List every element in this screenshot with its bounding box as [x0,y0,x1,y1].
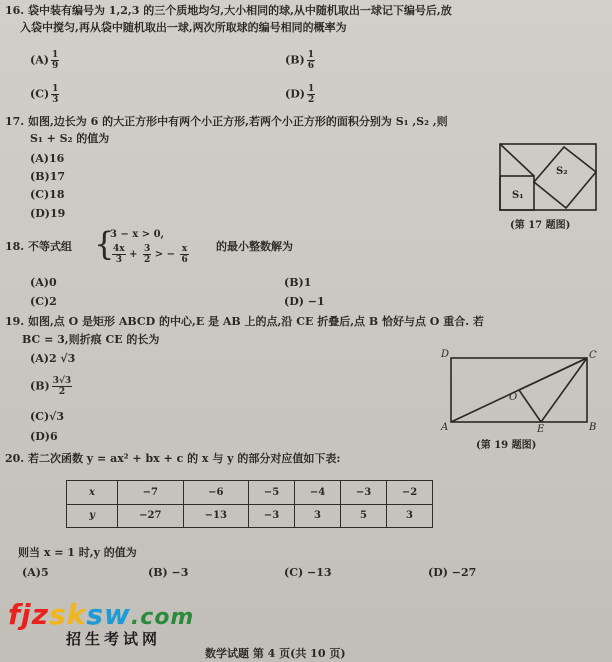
option-label: (D) [285,87,305,101]
q20-option-a: (A)5 [22,566,49,579]
denominator: 2 [144,255,151,265]
table-cell: 3 [386,504,432,528]
denominator: 3 [115,255,122,265]
q17-option-d: (D)19 [30,207,66,220]
denominator: 6 [307,61,314,71]
label-s2: S₂ [556,166,568,177]
q19-figure [437,346,605,434]
label-d: D [441,349,450,360]
q17-caption: (第 17 题图) [510,220,571,231]
table-cell: −4 [295,481,341,505]
logo-part: sw [86,598,131,631]
label-c: C [589,350,597,361]
q18-inequality-1: 3 − x > 0, [110,229,165,240]
q19-stem-line2: BC = 3,则折痕 CE 的长为 [22,333,160,346]
q18-tail: 的最小整数解为 [216,240,293,253]
logo-part: fj [8,598,32,631]
table-cell: −3 [341,481,387,505]
q18-option-a: (A)0 [30,276,57,289]
q18-option-d: (D) −1 [284,295,325,308]
numerator: 1 [307,84,315,94]
numerator: 1 [51,50,59,60]
row-label-y: y [67,504,118,528]
numerator: 3 [144,244,151,254]
q20-option-b: (B) −3 [148,566,189,579]
q18-lead: 18. 不等式组 [5,240,72,253]
segment-oe [519,390,541,422]
logo-part: .com [130,605,195,630]
option-label: (B) [30,379,50,393]
value-table [66,480,433,528]
q19-option-d: (D)6 [30,430,58,443]
logo-part: z [31,598,50,631]
plus-sign: + [129,249,138,260]
greater-than-minus: > − [154,249,175,260]
denominator: 2 [307,95,315,105]
option-label: (C) [30,87,50,101]
numerator: 1 [52,84,59,94]
watermark-subtitle: 招生考试网 [66,630,162,648]
q19-option-b [30,376,72,397]
diagonal-line [500,144,534,176]
numerator: 1 [307,50,314,60]
table-cell: −6 [183,481,249,505]
brace: { [94,225,115,263]
table-row-x [67,481,433,505]
q16-option-d [285,84,315,105]
q16-option-c [30,84,59,105]
q20-stem: 20. 若二次函数 y = ax² + bx + c 的 x 与 y 的部分对应值如下表: [5,452,341,465]
numerator: 4x [113,244,125,254]
q19-option-a: (A)2 √3 [30,352,76,365]
table-cell: −7 [118,481,184,505]
q17-option-c: (C)18 [30,188,65,201]
label-s1: S₁ [512,190,524,201]
q20-option-c: (C) −13 [284,566,332,579]
q16-stem-line1: 16. 袋中装有编号为 1,2,3 的三个质地均匀,大小相同的球,从中随机取出一球记下编号后,放 [5,4,452,17]
q20-option-d: (D) −27 [428,566,477,579]
table-row-y [67,504,433,528]
q19-option-c: (C)√3 [30,410,65,423]
numerator: x [181,244,188,254]
label-o: O [509,392,518,403]
denominator: 3 [52,95,59,105]
q18-option-c: (C)2 [30,295,57,308]
q16-option-b [285,50,315,71]
q17-option-a: (A)16 [30,152,65,165]
option-label: (B) [285,53,305,67]
table-cell: −3 [249,504,295,528]
watermark-logo [8,598,194,631]
segment-co [519,358,587,390]
q17-figure [498,142,600,214]
q19-caption: (第 19 题图) [476,440,537,451]
page-footer: 数学试题 第 4 页(共 10 页) [205,647,346,660]
denominator: 2 [58,387,66,397]
option-label: (A) [30,53,49,67]
q17-stem-line2: S₁ + S₂ 的值为 [30,132,110,145]
table-cell: 5 [341,504,387,528]
table-cell: −27 [118,504,184,528]
q18-option-b: (B)1 [284,276,312,289]
table-cell: −5 [249,481,295,505]
table-cell: 3 [295,504,341,528]
q19-stem-line1: 19. 如图,点 O 是矩形 ABCD 的中心,E 是 AB 上的点,沿 CE 折叠后,点 B 恰好与点 O 重合. 若 [5,315,484,328]
numerator: 3√3 [52,376,72,386]
row-label-x: x [67,481,118,505]
table-cell: −13 [183,504,249,528]
logo-part: sk [49,598,87,631]
q18-inequality-2 [110,244,189,265]
denominator: 9 [51,61,59,71]
q17-stem-line1: 17. 如图,边长为 6 的大正方形中有两个小正方形,若两个小正方形的面积分别为 S₁ ,S₂ ,则 [5,115,448,128]
table-cell: −2 [386,481,432,505]
q16-option-a [30,50,59,71]
label-b: B [589,422,597,433]
denominator: 6 [181,255,188,265]
label-e: E [537,424,545,434]
q16-stem-line2: 入袋中搅匀,再从袋中随机取出一球,两次所取球的编号相同的概率为 [20,21,347,34]
label-a: A [441,422,449,433]
q17-option-b: (B)17 [30,170,66,183]
crease-ce [541,358,587,422]
small-square-s2 [534,147,596,208]
q20-ask: 则当 x = 1 时,y 的值为 [18,546,137,559]
